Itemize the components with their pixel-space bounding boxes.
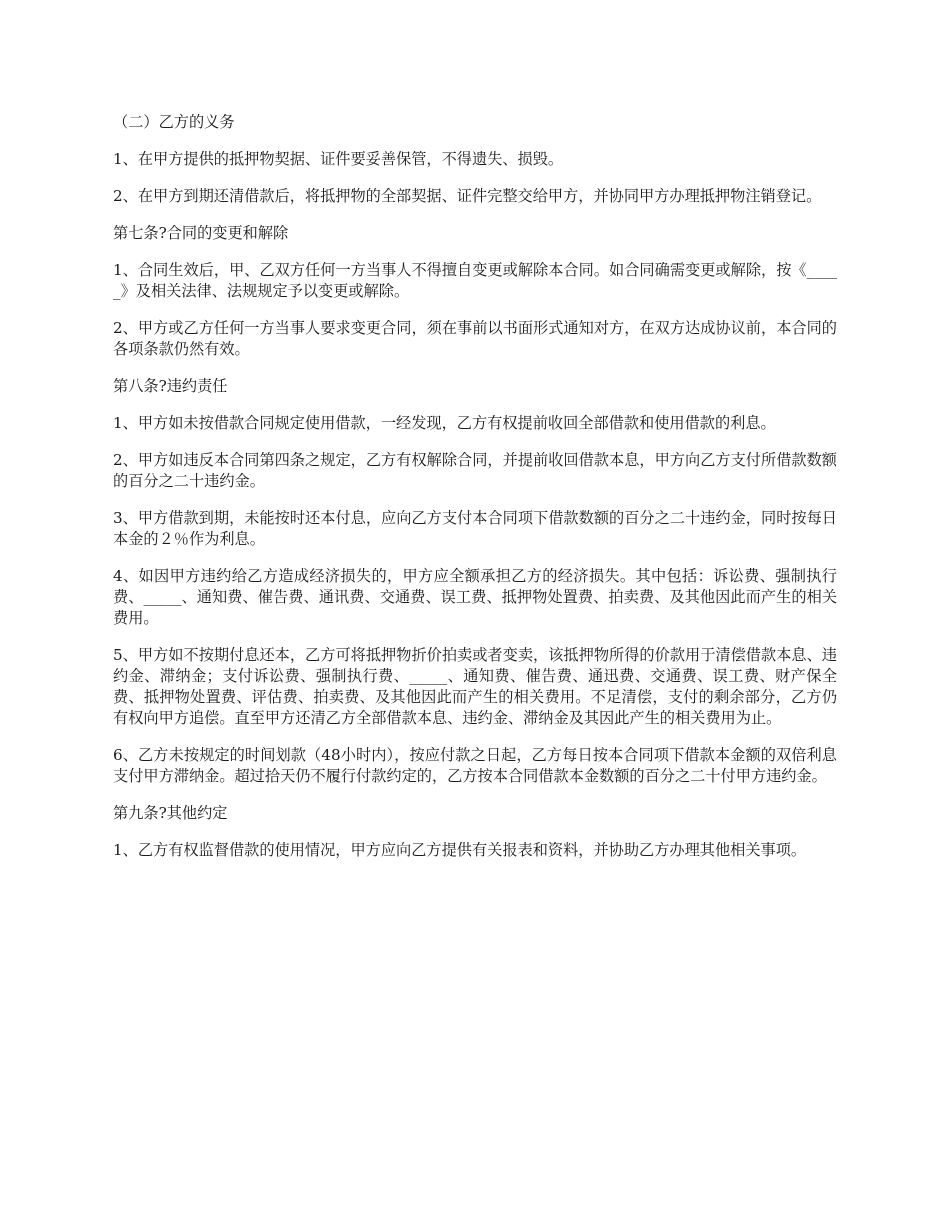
paragraph: 2、甲方如违反本合同第四条之规定，乙方有权解除合同，并提前收回借款本息，甲方向乙方支付所借款数额的百分之二十违约金。 (113, 451, 837, 490)
section-heading-party-b-obligations: （二）乙方的义务 (113, 113, 235, 131)
paragraph: 1、甲方如未按借款合同规定使用借款，一经发现，乙方有权提前收回全部借款和使用借款的利息。 (113, 414, 776, 432)
paragraph: 1、在甲方提供的抵押物契据、证件要妥善保管，不得遗失、损毁。 (113, 150, 564, 168)
article-heading-8: 第八条?违约责任 (113, 377, 228, 395)
paragraph: 4、如因甲方违约给乙方造成经济损失的，甲方应全额承担乙方的经济损失。其中包括：诉讼费、强制执行费、_____、通知费、催告费、通讯费、交通费、误工费、抵押物处置费、拍卖费、及其他因此而产生的相关费用。 (113, 567, 837, 627)
paragraph: 1、合同生效后，甲、乙双方任何一方当事人不得擅自变更或解除本合同。如合同确需变更或解除，按《_____》及相关法律、法规规定予以变更或解除。 (113, 261, 837, 300)
paragraph: 3、甲方借款到期，未能按时还本付息，应向乙方支付本合同项下借款数额的百分之二十违约金，同时按每日本金的２％作为利息。 (113, 509, 837, 548)
paragraph: 1、乙方有权监督借款的使用情况，甲方应向乙方提供有关报表和资料，并协助乙方办理其他相关事项。 (113, 841, 807, 859)
article-heading-7: 第七条?合同的变更和解除 (113, 224, 289, 242)
article-heading-9: 第九条?其他约定 (113, 804, 228, 822)
paragraph: 5、甲方如不按期付息还本，乙方可将抵押物折价拍卖或者变卖，该抵押物所得的价款用于清偿借款本息、违约金、滞纳金；支付诉讼费、强制执行费、_____、通知费、催告费、通迅费、交通费、误工费、财产保全费、抵押物处置费、评估费、拍卖费、及其他因此而产生的相关费用。不足清偿，支付的剩余部分，乙方仍有权向甲方追偿。直至甲方还清乙方全部借款本息、违约金、滞纳金及其因此产生的相关费用为止。 (113, 646, 837, 727)
paragraph: 6、乙方未按规定的时间划款（48小时内），按应付款之日起，乙方每日按本合同项下借款本金额的双倍利息支付甲方滞纳金。超过拾天仍不履行付款约定的，乙方按本合同借款本金数额的百分之二十付甲方违约金。 (113, 746, 837, 785)
paragraph: 2、甲方或乙方任何一方当事人要求变更合同，须在事前以书面形式通知对方，在双方达成协议前，本合同的各项条款仍然有效。 (113, 319, 837, 358)
paragraph: 2、在甲方到期还清借款后，将抵押物的全部契据、证件完整交给甲方，并协同甲方办理抵押物注销登记。 (113, 187, 822, 205)
document-page (113, 112, 837, 877)
